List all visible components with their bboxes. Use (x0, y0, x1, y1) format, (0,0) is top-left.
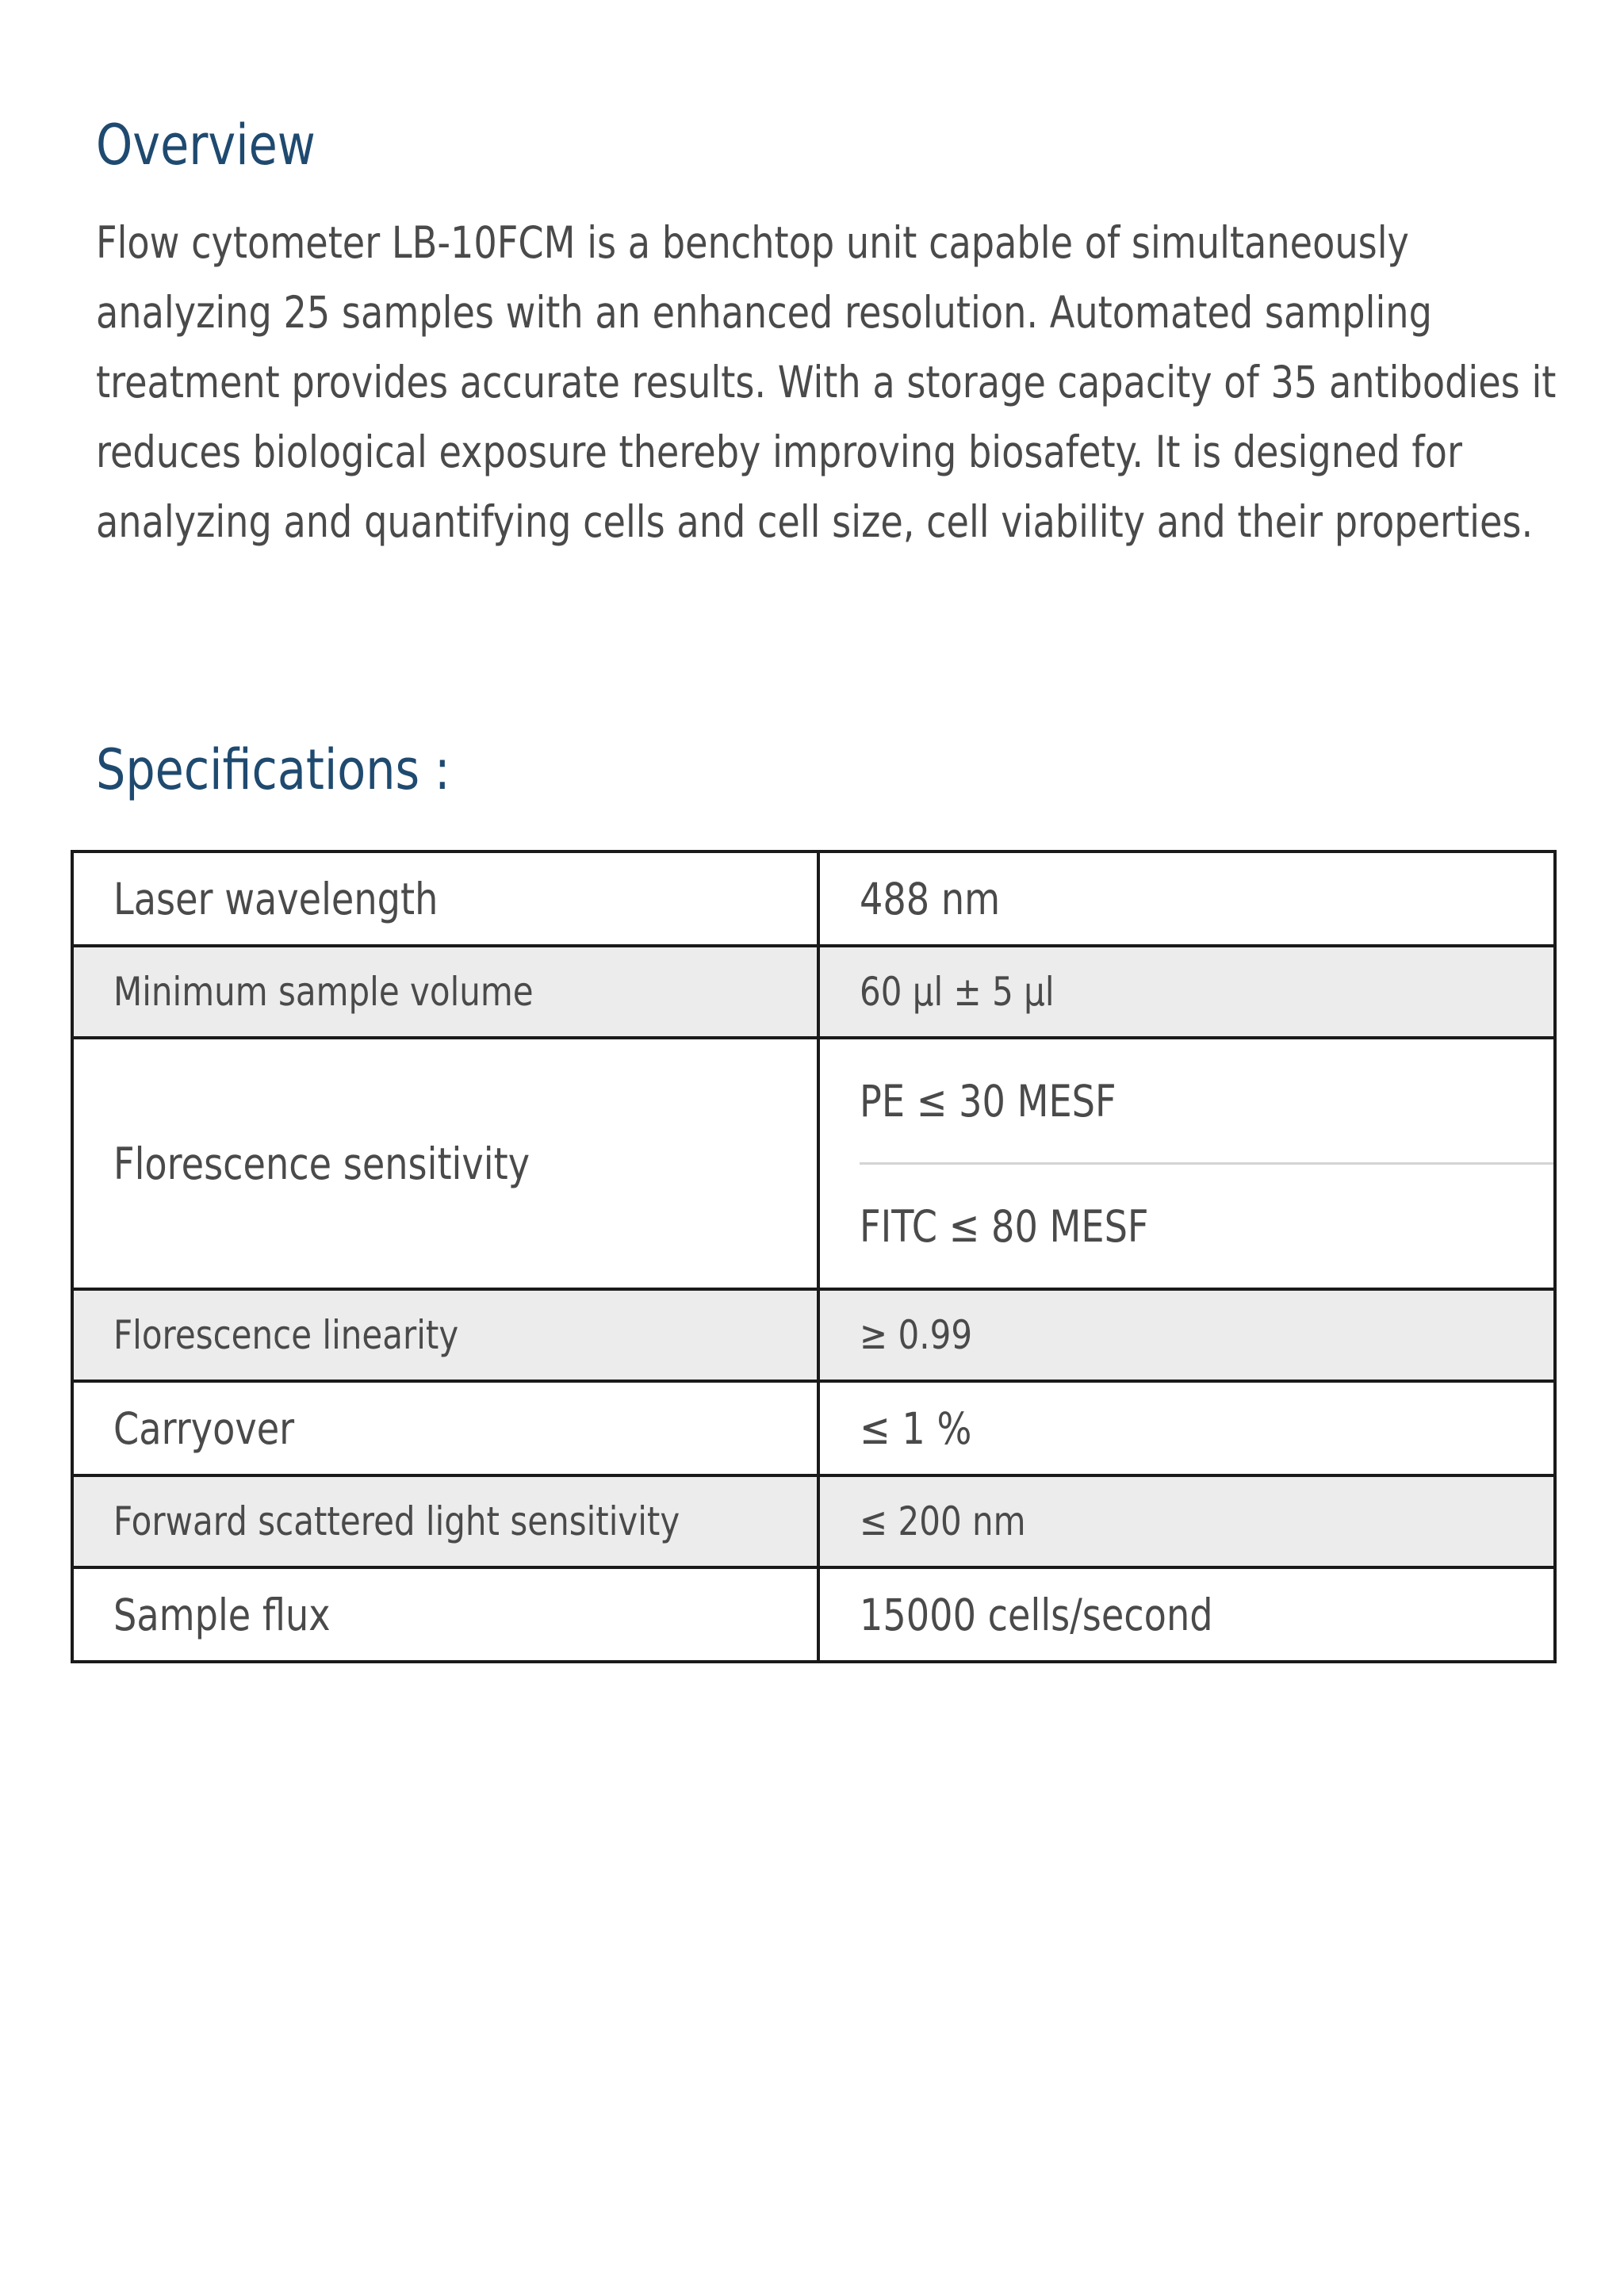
spec-value: PE ≤ 30 MESF (860, 1075, 1116, 1127)
table-row (72, 1567, 1555, 1662)
spec-label-cell (72, 851, 818, 946)
spec-subvalue-row (860, 1039, 1553, 1165)
overview-paragraph: Flow cytometer LB-10FCM is a benchtop unit capable of simultaneously analyzing 25 samples with an enhanced resolution. Automated sampling treatment provides accurate results. With a storage capacity of 35 antibodies it reduces biological exposure thereby improving biosafety. It is designed for analyzing and quantifying cells and cell size, cell viability and their properties. (96, 217, 1557, 547)
spec-label-cell (72, 1381, 818, 1475)
spec-label-cell (72, 946, 818, 1038)
spec-value: FITC ≤ 80 MESF (860, 1200, 1149, 1252)
spec-value: ≥ 0.99 (860, 1312, 973, 1358)
specifications-table (71, 850, 1557, 1663)
table-row (72, 1038, 1555, 1289)
table-row (72, 1381, 1555, 1475)
spec-value-cell (818, 1038, 1555, 1289)
spec-label-cell (72, 1289, 818, 1381)
spec-value-cell (818, 1381, 1555, 1475)
spec-label: Carryover (113, 1402, 295, 1454)
spec-label: Sample flux (113, 1589, 331, 1640)
spec-value-cell (818, 1475, 1555, 1567)
spec-value: ≤ 1 % (860, 1402, 972, 1454)
spec-value-cell (818, 946, 1555, 1038)
spec-value: 488 nm (860, 873, 1001, 924)
spec-value: 15000 cells/second (860, 1589, 1213, 1640)
spec-value: ≤ 200 nm (860, 1498, 1026, 1544)
spec-value-cell (818, 851, 1555, 946)
spec-label-cell (72, 1475, 818, 1567)
specifications-heading: Specifications : (96, 737, 450, 802)
spec-label: Laser wavelength (113, 873, 439, 924)
spec-label-cell (72, 1567, 818, 1662)
spec-value-cell (818, 1289, 1555, 1381)
spec-label: Florescence sensitivity (113, 1138, 530, 1189)
spec-label-cell (72, 1038, 818, 1289)
overview-heading: Overview (96, 113, 316, 178)
spec-label: Florescence linearity (113, 1312, 459, 1358)
spec-value: 60 µl ± 5 µl (860, 969, 1055, 1015)
table-row (72, 1475, 1555, 1567)
table-row (72, 946, 1555, 1038)
spec-subvalue-row (820, 1165, 1553, 1288)
spec-label: Forward scattered light sensitivity (113, 1498, 680, 1544)
spec-value-cell (818, 1567, 1555, 1662)
table-row (72, 1289, 1555, 1381)
spec-label: Minimum sample volume (113, 969, 534, 1015)
table-row (72, 851, 1555, 946)
